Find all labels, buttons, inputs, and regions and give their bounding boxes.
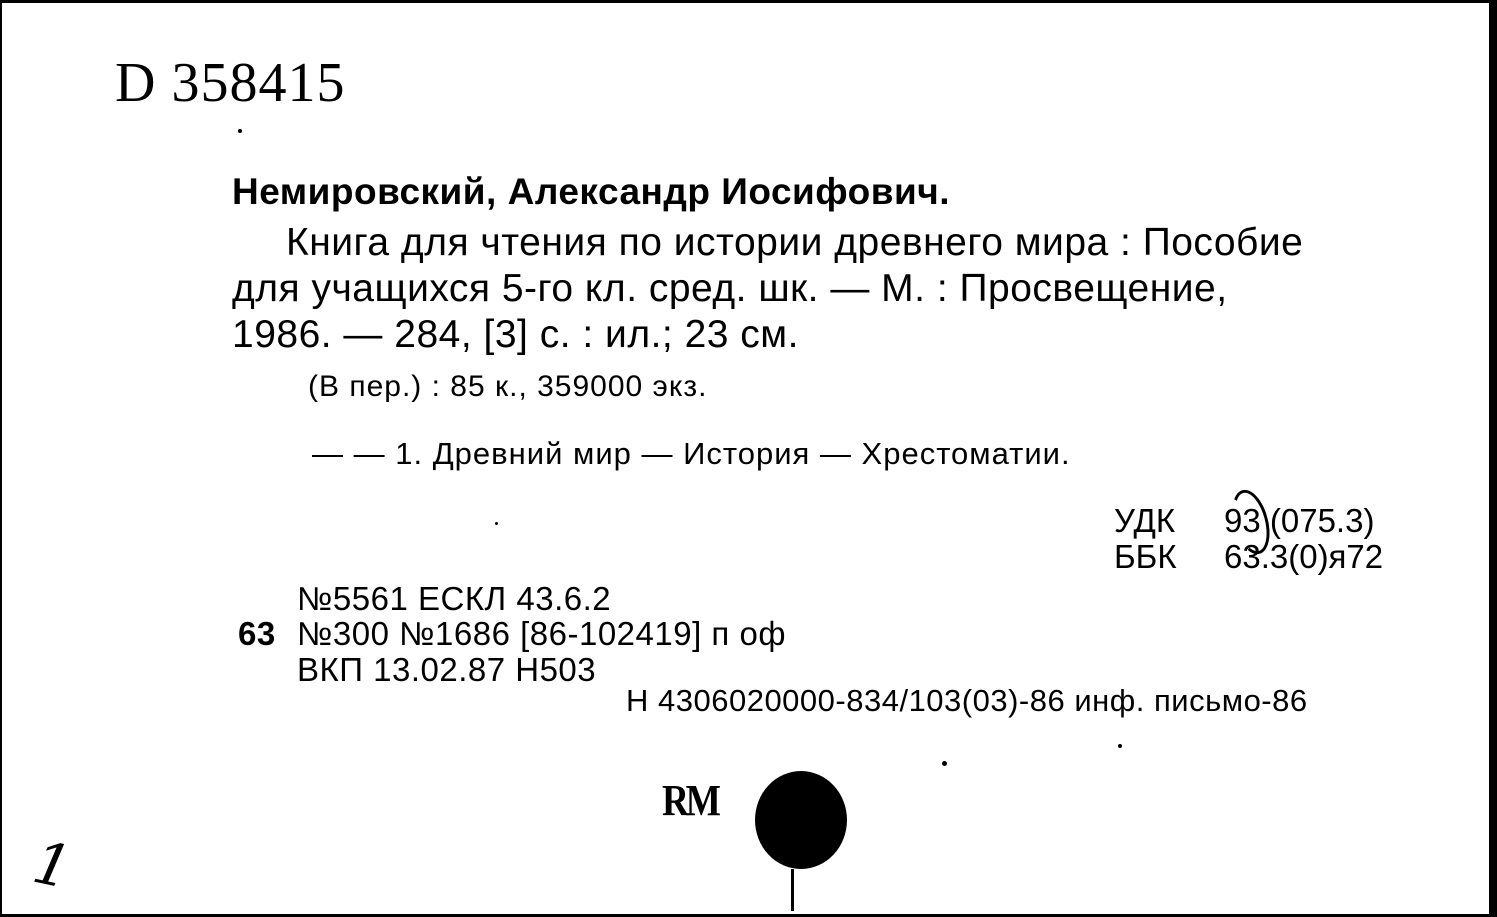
processing-line-1: №5561 ЕСКЛ 43.6.2: [297, 580, 612, 617]
speck: [1118, 744, 1122, 748]
n-code-line: Н 4306020000-834/103(03)-86 инф. письмо-86: [626, 683, 1308, 718]
handwritten-number: 1: [27, 827, 78, 903]
subject-line: — — 1. Древний мир — История — Хрестоматии.: [312, 436, 1071, 471]
speck: [495, 522, 498, 525]
punch-hole: [755, 771, 847, 869]
price-line: (В пер.) : 85 к., 359000 экз.: [308, 370, 708, 403]
udk-label: УДК: [1114, 502, 1176, 539]
processing-line-3: ВКП 13.02.87 Н503: [297, 651, 597, 688]
author-heading: Немировский, Александр Иосифович.: [232, 171, 951, 212]
bbk-label: ББК: [1114, 538, 1177, 575]
udk-value: 93 (075.3): [1224, 502, 1375, 539]
title-line-2: для учащихся 5-го кл. сред. шк. — М. : Просвещение,: [232, 267, 1228, 310]
title-line-1: Книга для чтения по истории древнего мира : Пособие: [286, 221, 1304, 264]
bbk-value: 63.3(0)я72: [1224, 538, 1384, 575]
processing-prefix: 63: [238, 615, 276, 652]
call-number: D 358415: [115, 52, 346, 114]
punch-hole-tick: [791, 869, 794, 911]
title-line-3: 1986. — 284, [3] с. : ил.; 23 см.: [232, 313, 799, 356]
rm-stamp: RM: [662, 776, 718, 825]
speck: [942, 761, 947, 766]
speck: [238, 129, 242, 133]
processing-line-2: №300 №1686 [86-102419] п оф: [297, 615, 786, 652]
